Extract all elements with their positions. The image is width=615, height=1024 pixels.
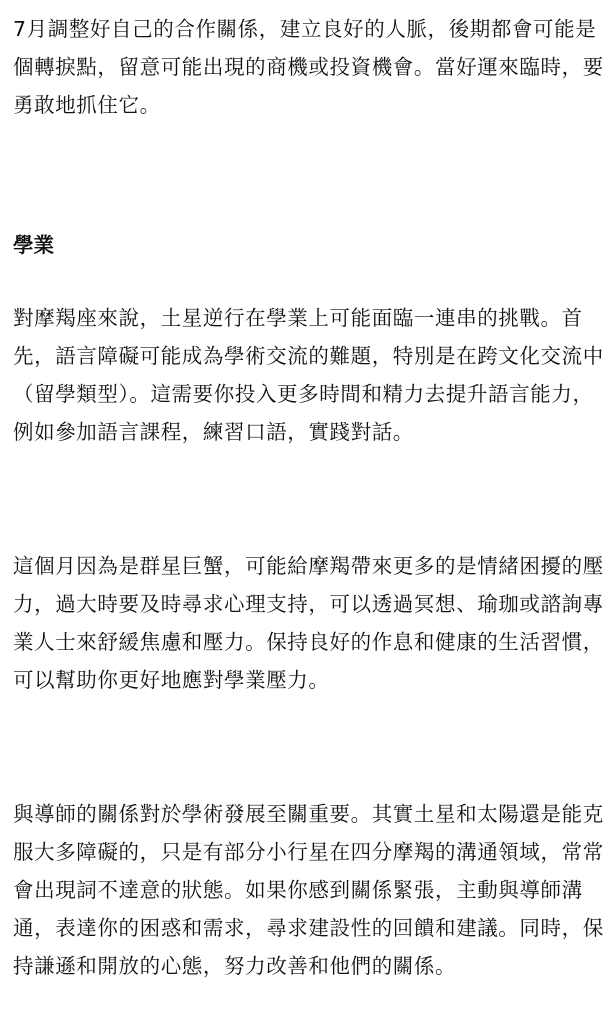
section-heading-study: 學業	[13, 233, 54, 257]
study-paragraph-emotion: 這個月因為是群星巨蟹，可能給摩羯帶來更多的是情緒困擾的壓力，過大時要及時尋求心理支持，可以透過冥想、瑜珈或諮詢專業人士來舒緩焦慮和壓力。保持良好的作息和健康的生活習慣，可以幫助你更好地應對學業壓力。	[13, 554, 604, 692]
study-paragraph-language: 對摩羯座來說，土星逆行在學業上可能面臨一連串的挑戰。首先，語言障礙可能成為學術交流的難題，特別是在跨文化交流中（留學類型）。這需要你投入更多時間和精力去提升語言能力，例如參加語言課程，練習口語，實踐對話。	[13, 306, 604, 444]
study-paragraph-mentor: 與導師的關係對於學術發展至關重要。其實土星和太陽還是能克服大多障礙的，只是有部分小行星在四分摩羯的溝通領域，常常會出現詞不達意的狀態。如果你感到關係緊張，主動與導師溝通，表達你的困惑和需求，尋求建設性的回饋和建議。同時，保持謙遜和開放的心態，努力改善和他們的關係。	[13, 802, 604, 978]
intro-paragraph: 7月調整好自己的合作關係，建立良好的人脈，後期都會可能是個轉捩點，留意可能出現的商機或投資機會。當好運來臨時，要勇敢地抓住它。	[13, 17, 604, 117]
